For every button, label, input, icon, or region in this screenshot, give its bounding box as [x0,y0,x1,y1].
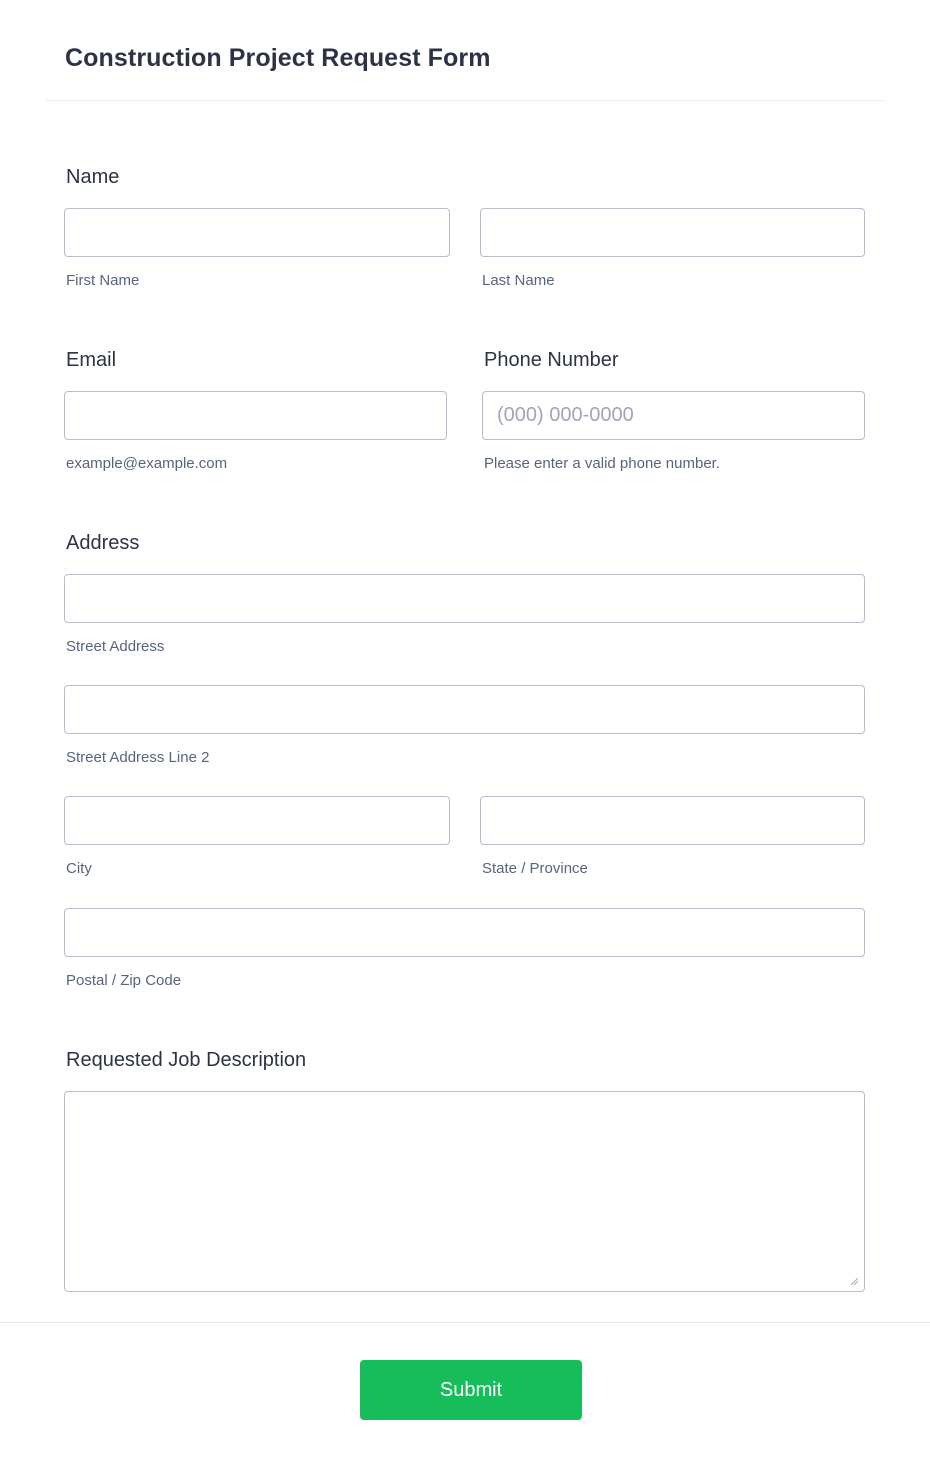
phone-sublabel: Please enter a valid phone number. [484,455,720,472]
first-name-input[interactable] [64,208,450,257]
last-name-sublabel: Last Name [482,272,555,289]
phone-label: Phone Number [484,349,619,371]
last-name-input[interactable] [480,208,865,257]
job-description-label: Requested Job Description [66,1049,307,1071]
street-address-line2-sublabel: Street Address Line 2 [66,749,210,766]
form-header [46,0,884,101]
postal-zip-sublabel: Postal / Zip Code [66,972,182,989]
footer-divider [0,1322,930,1323]
city-sublabel: City [66,860,92,877]
email-input[interactable] [64,391,447,440]
city-input[interactable] [64,796,450,845]
state-province-sublabel: State / Province [482,860,588,877]
name-label: Name [66,166,120,188]
first-name-sublabel: First Name [66,272,140,289]
job-description-textarea[interactable] [64,1091,865,1292]
address-label: Address [66,532,140,554]
street-address-input[interactable] [64,574,865,623]
state-province-input[interactable] [480,796,865,845]
street-address-line2-input[interactable] [64,685,865,734]
phone-input[interactable] [482,391,865,440]
form-title: Construction Project Request Form [65,44,491,72]
postal-zip-input[interactable] [64,908,865,957]
email-label: Email [66,349,117,371]
submit-button[interactable]: Submit [360,1360,582,1420]
textarea-resize-grip-icon[interactable] [849,1276,859,1286]
email-sublabel: example@example.com [66,455,228,472]
street-address-sublabel: Street Address [66,638,165,655]
